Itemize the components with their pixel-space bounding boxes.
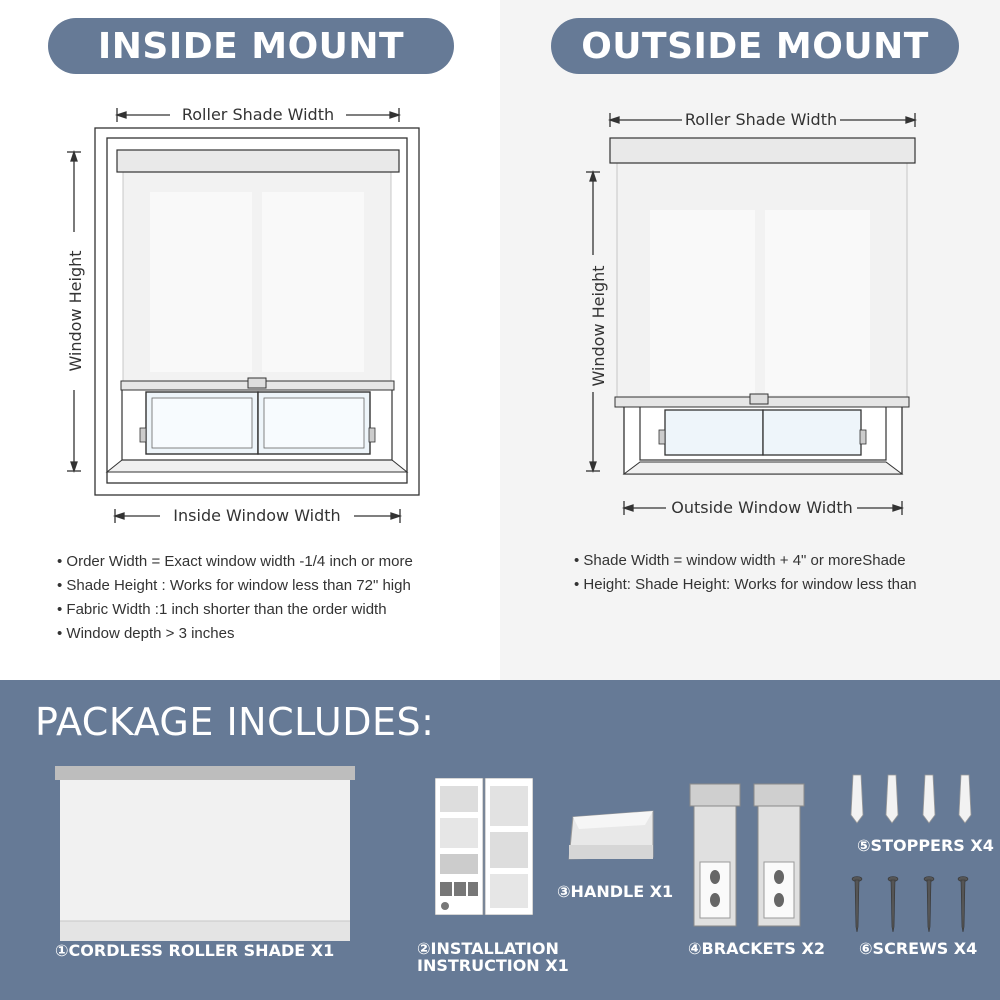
inside-width-label: Roller Shade Width bbox=[181, 105, 335, 124]
stoppers-item-label: ⑤STOPPERS X4 bbox=[857, 836, 994, 855]
handle-image bbox=[565, 807, 660, 862]
package-includes-section bbox=[0, 680, 1000, 1000]
note-item: • Window depth > 3 inches bbox=[57, 622, 413, 646]
brackets-image bbox=[688, 782, 810, 930]
instruction-sheet-image bbox=[435, 778, 533, 915]
outside-roller-shade bbox=[610, 138, 915, 407]
brackets-item-label: ④BRACKETS X2 bbox=[688, 939, 825, 958]
outside-width-label: Roller Shade Width bbox=[684, 110, 838, 129]
outside-bottom-label: Outside Window Width bbox=[671, 498, 853, 517]
shade-item-label: ①CORDLESS ROLLER SHADE X1 bbox=[55, 941, 335, 960]
instruction-label-line2: INSTRUCTION X1 bbox=[417, 956, 569, 975]
instruction-label-line1: ②INSTALLATION bbox=[417, 939, 559, 958]
outside-mount-panel bbox=[500, 0, 1000, 680]
inside-mount-panel bbox=[0, 0, 500, 680]
instruction-item-label bbox=[417, 940, 569, 974]
stoppers-image bbox=[845, 773, 975, 825]
note-item: • Height: Shade Height: Works for window less than bbox=[574, 573, 917, 597]
handle-item-label: ③HANDLE X1 bbox=[557, 882, 674, 901]
note-item: • Shade Height : Works for window less than 72" high bbox=[57, 574, 413, 598]
note-item: • Fabric Width :1 inch shorter than the order width bbox=[57, 598, 413, 622]
outside-mount-diagram bbox=[500, 80, 1000, 540]
outside-height-label: Window Height bbox=[589, 265, 608, 387]
note-item: • Order Width = Exact window width -1/4 inch or more bbox=[57, 550, 413, 574]
inside-mount-diagram bbox=[0, 80, 500, 540]
outside-mount-notes bbox=[574, 549, 917, 597]
roller-shade-image bbox=[55, 766, 355, 941]
package-includes-title: PACKAGE INCLUDES: bbox=[35, 700, 435, 744]
screws-image bbox=[849, 875, 973, 933]
outside-mount-title: OUTSIDE MOUNT bbox=[551, 18, 959, 74]
inside-mount-notes bbox=[57, 550, 413, 646]
inside-bottom-label: Inside Window Width bbox=[173, 506, 341, 525]
inside-mount-title: INSIDE MOUNT bbox=[48, 18, 454, 74]
note-item: • Shade Width = window width + 4" or moreShade bbox=[574, 549, 917, 573]
inside-height-label: Window Height bbox=[66, 250, 85, 372]
inside-roller-shade bbox=[117, 150, 399, 390]
screws-item-label: ⑥SCREWS X4 bbox=[859, 939, 978, 958]
